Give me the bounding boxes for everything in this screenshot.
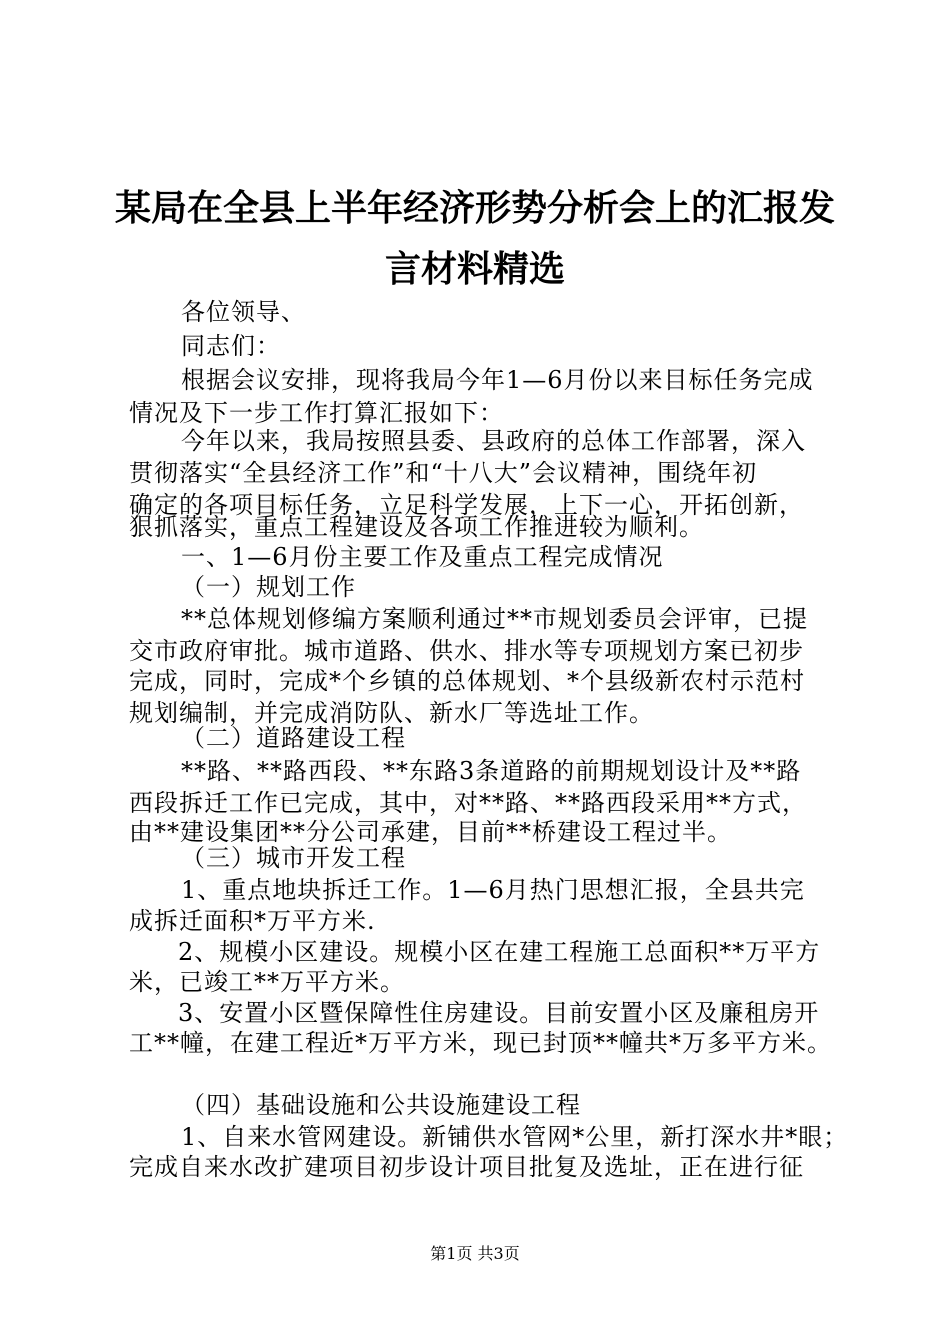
housing-paragraph-line-2: 工**幢，在建工程近*万平方米，现已封顶**幢共*万多平方米。 (129, 1029, 832, 1057)
housing-paragraph-line-1: 3、安置小区暨保障性住房建设。目前安置小区及廉租房开 (178, 999, 820, 1027)
planning-paragraph-line-1: **总体规划修编方案顺利通过**市规划委员会评审，已提 (181, 605, 808, 633)
subsection-heading-urban-development: （三）城市开发工程 (181, 844, 406, 872)
subsection-heading-planning: （一）规划工作 (181, 573, 356, 601)
section-heading-1: 一、1—6月份主要工作及重点工程完成情况 (181, 543, 664, 571)
demolition-paragraph-line-1: 1、重点地块拆迁工作。1—6月热门思想汇报，全县共完 (181, 876, 805, 904)
salutation-comrades: 同志们： (181, 332, 281, 360)
residential-paragraph-line-2: 米，已竣工**万平方米。 (129, 968, 405, 996)
subsection-heading-infrastructure: （四）基础设施和公共设施建设工程 (181, 1091, 581, 1119)
overview-paragraph-line-1: 今年以来，我局按照县委、县政府的总体工作部署，深入 (181, 427, 806, 455)
intro-paragraph-line-1: 根据会议安排，现将我局今年1—6月份以来目标任务完成 (181, 366, 814, 394)
residential-paragraph-line-1: 2、规模小区建设。规模小区在建工程施工总面积**万平方 (178, 938, 821, 966)
subsection-heading-roads: （二）道路建设工程 (181, 724, 406, 752)
intro-paragraph-line-2: 情况及下一步工作打算汇报如下： (129, 399, 504, 427)
water-paragraph-line-2: 完成自来水改扩建项目初步设计项目批复及选址，正在进行征 (129, 1153, 804, 1181)
roads-paragraph-line-1: **路、**路西段、**东路3条道路的前期规划设计及**路 (181, 757, 802, 785)
overview-paragraph-line-2: 贯彻落实“全县经济工作”和“十八大”会议精神，围绕年初 (129, 459, 758, 487)
planning-paragraph-line-2: 交市政府审批。城市道路、供水、排水等专项规划方案已初步 (129, 637, 804, 665)
overview-paragraph-line-4: 狠抓落实，重点工程建设及各项工作推进较为顺利。 (129, 513, 704, 541)
document-title-line-1: 某局在全县上半年经济形势分析会上的汇报发 (114, 188, 835, 229)
roads-paragraph-line-3: 由**建设集团**分公司承建，目前**桥建设工程过半。 (129, 818, 732, 846)
salutation-leaders: 各位领导、 (181, 298, 306, 326)
planning-paragraph-line-3: 完成，同时，完成*个乡镇的总体规划、*个县级新农村示范村 (129, 667, 805, 695)
roads-paragraph-line-2: 西段拆迁工作已完成，其中，对**路、**路西段采用**方式， (129, 789, 807, 817)
page-number-footer: 第1页 共3页 (430, 1244, 520, 1263)
demolition-paragraph-line-2: 成拆迁面积*万平方米. (129, 907, 376, 935)
planning-paragraph-line-4: 规划编制，并完成消防队、新水厂等选址工作。 (129, 699, 654, 727)
document-title-line-2: 言材料精选 (384, 249, 565, 290)
overview-paragraph-line-3: 确定的各项目标任务，立足科学发展，上下一心，开拓创新， (129, 491, 804, 519)
water-paragraph-line-1: 1、自来水管网建设。新铺供水管网*公里，新打深水井*眼； (181, 1123, 849, 1151)
